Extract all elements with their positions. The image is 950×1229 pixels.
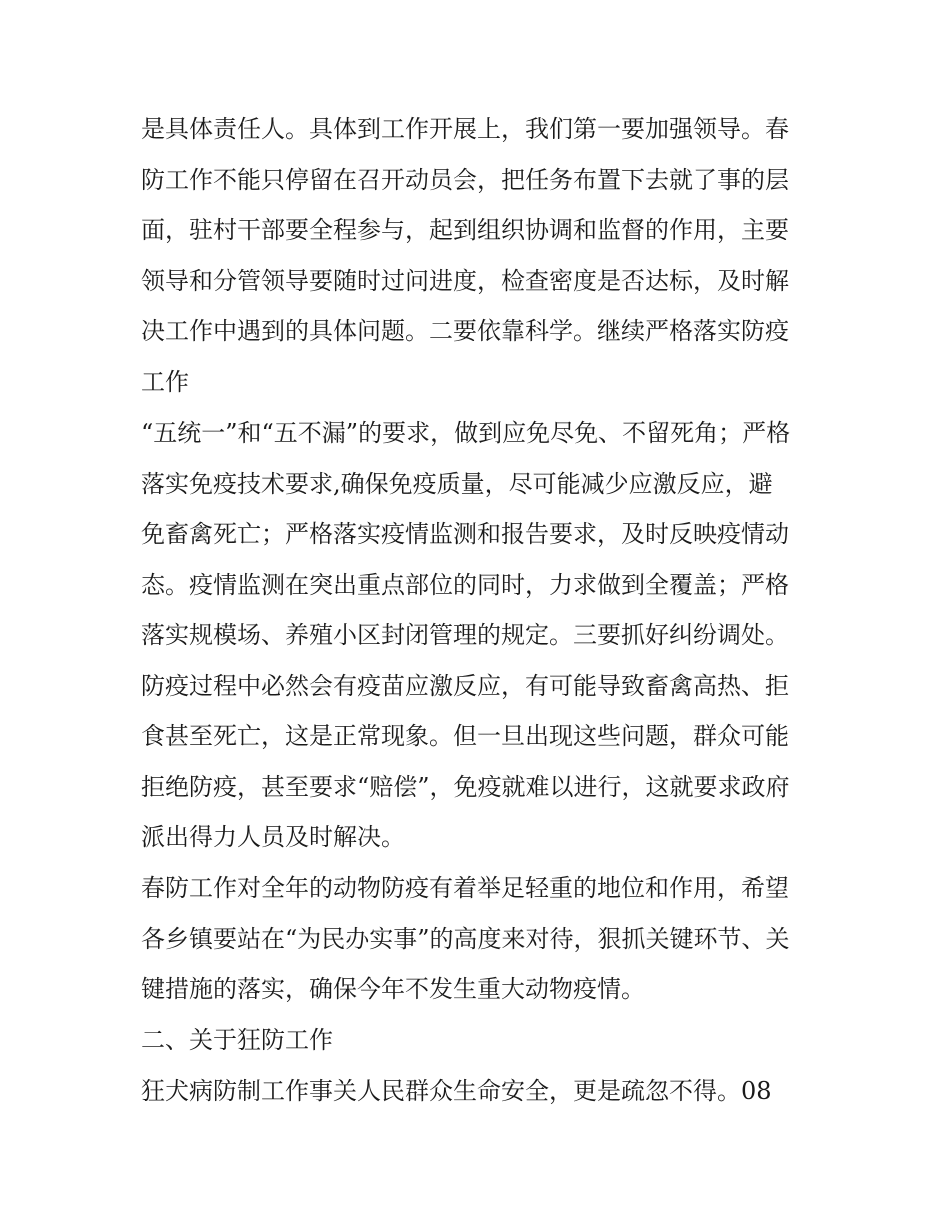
text-line: 键措施的落实，确保今年不发生重大动物疫情。: [141, 975, 645, 1003]
text-line: 春防工作对全年的动物防疫有着举足轻重的地位和作用，希望: [141, 874, 789, 902]
text-line: 是具体责任人。具体到工作开展上，我们第一要加强领导。春: [141, 115, 789, 143]
section-heading: 二、关于狂防工作: [141, 1026, 333, 1054]
text-line: 狂犬病防制工作事关人民群众生命安全，更是疏忽不得。08: [141, 1077, 772, 1105]
text-line: 面，驻村干部要全程参与，起到组织协调和监督的作用，主要: [141, 216, 789, 244]
text-line: 各乡镇要站在“为民办实事”的高度来对待，狠抓关键环节、关: [141, 925, 790, 953]
text-line: 食甚至死亡，这是正常现象。但一旦出现这些问题，群众可能: [141, 722, 789, 750]
text-line: 拒绝防疫，甚至要求“赔偿”，免疫就难以进行，这就要求政府: [141, 773, 790, 801]
text-line: 态。疫情监测在突出重点部位的同时，力求做到全覆盖；严格: [141, 571, 789, 599]
text-line: 免畜禽死亡；严格落实疫情监测和报告要求，及时反映疫情动: [141, 520, 789, 548]
text-line: 工作: [141, 368, 189, 396]
text-line: 防工作不能只停留在召开动员会，把任务布置下去就了事的层: [141, 166, 789, 194]
text-line: 领导和分管领导要随时过问进度，检查密度是否达标，及时解: [141, 267, 789, 295]
text-line: 决工作中遇到的具体问题。二要依靠科学。继续严格落实防疫: [141, 317, 789, 345]
text-line: 落实规模场、养殖小区封闭管理的规定。三要抓好纠纷调处。: [141, 621, 789, 649]
text-line: 派出得力人员及时解决。: [141, 823, 405, 851]
text-line: 防疫过程中必然会有疫苗应激反应，有可能导致畜禽高热、拒: [141, 672, 789, 700]
text-line: “五统一”和“五不漏”的要求，做到应免尽免、不留死角；严格: [141, 419, 791, 447]
text-line: 落实免疫技术要求,确保免疫质量，尽可能减少应激反应，避: [141, 470, 773, 498]
